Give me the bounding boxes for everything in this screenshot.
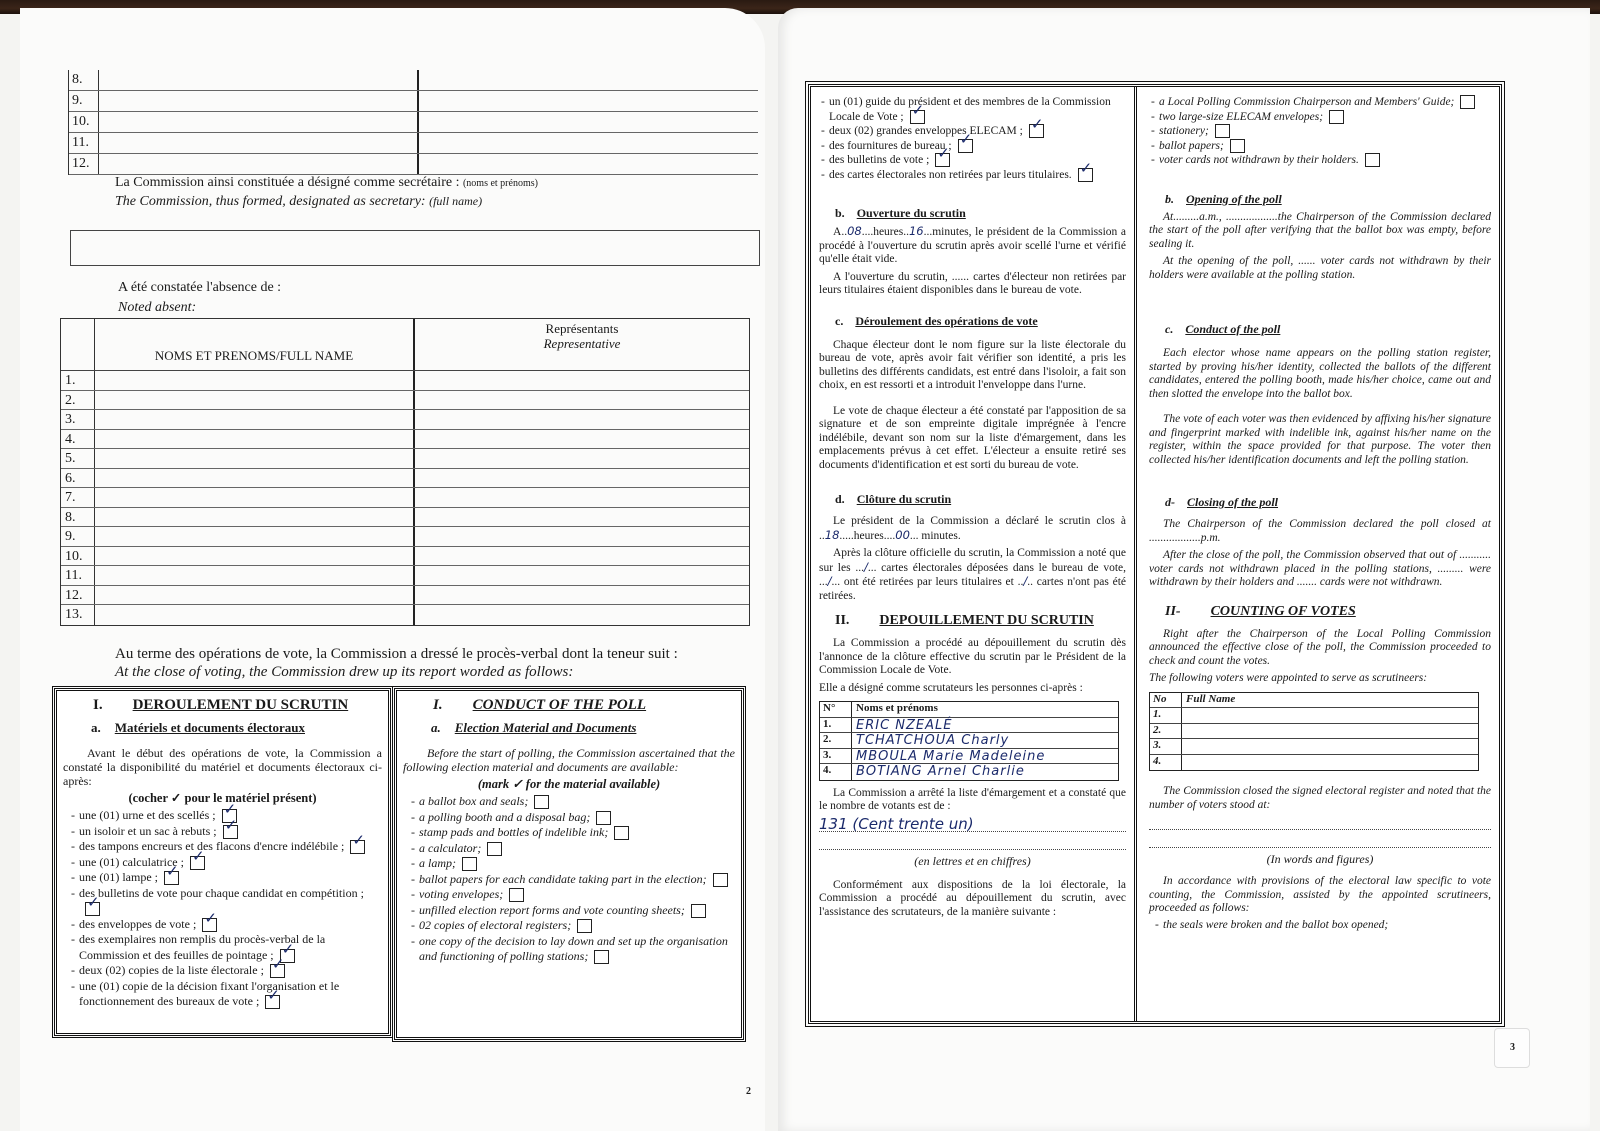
representative-cell[interactable] <box>415 371 749 390</box>
subsection-heading: c. Déroulement des opérations de vote <box>835 313 1038 328</box>
section-conduct-fr <box>54 688 391 1036</box>
counting-paragraph-4: In accordance with provisions of the electoral law specific to vote counting, the Commission, assisted by the appointed scrutineers, proceeded as follows: <box>1149 875 1491 914</box>
members-table-continued <box>68 70 758 175</box>
name-cell[interactable] <box>95 508 415 527</box>
scrutineer-name-field[interactable] <box>1182 755 1478 771</box>
checklist-item: - des bulletins de vote ;✓ <box>821 153 1126 168</box>
checklist-item: - a ballot box and seals; <box>411 794 735 810</box>
table-row: 3. MBOULA Marie Madeleine <box>820 749 1118 765</box>
report-column-fr <box>811 87 1137 1021</box>
table-row: 9. <box>69 91 758 112</box>
instruction-text: (mark ✓ for the material available) <box>477 777 661 791</box>
table-row: 8. <box>61 508 749 528</box>
name-cell[interactable] <box>95 488 415 507</box>
checklist-item: - 02 copies of electoral registers; <box>411 918 735 934</box>
subsection-heading: a. Matériels et documents électoraux <box>91 720 305 735</box>
report-intro-en: At the close of voting, the Commission drew up its report worded as follows: <box>115 664 574 680</box>
signature-cell[interactable] <box>419 133 758 153</box>
table-row: 3. <box>61 410 749 430</box>
checklist-item: - deux (02) copies de la liste électorale ;✓ <box>71 963 382 979</box>
voters-count-field[interactable]: 131 (Cent trente un) <box>819 818 1126 832</box>
checklist-item: - stamp pads and bottles of indelible ink; <box>411 825 735 841</box>
name-cell[interactable] <box>95 391 415 410</box>
section-heading: II- COUNTING OF VOTES <box>1165 603 1356 619</box>
conduct-paragraph-2: The vote of each voter was then evidenced by affixing his/her signature and fingerprint marked with indelible ink, against his/her name on the register, within the space provided for that purpose. The voter then collected his/her identification documents and left the polling station. <box>1149 413 1491 466</box>
representative-cell[interactable] <box>415 605 749 625</box>
counting-step: - the seals were broken and the ballot box opened; <box>1155 918 1491 934</box>
representative-cell[interactable] <box>415 430 749 449</box>
checklist-item: - des enveloppes de vote ;✓ <box>71 917 382 933</box>
representative-cell[interactable] <box>415 547 749 566</box>
checkbox[interactable] <box>1230 139 1245 153</box>
counting-paragraph-2: Elle a désigné comme scrutateurs les personnes ci-après : <box>819 681 1083 694</box>
opening-hours-field[interactable]: 08 <box>847 224 862 238</box>
intro-paragraph: Before the start of polling, the Commission ascertained that the following election material and documents are available: <box>403 746 735 774</box>
table-row: 4. <box>1150 755 1478 771</box>
checkbox[interactable] <box>487 842 502 856</box>
page-right <box>778 8 1590 1131</box>
representative-cell[interactable] <box>415 508 749 527</box>
table-row: 8. <box>69 70 758 91</box>
name-cell[interactable] <box>99 91 419 111</box>
table-row: 5. <box>61 449 749 469</box>
name-cell[interactable] <box>95 586 415 605</box>
materials-checklist-fr-cont <box>819 95 1126 182</box>
representative-cell[interactable] <box>415 527 749 546</box>
page-left <box>20 8 765 1131</box>
absent-label-fr: A été constatée l'absence de : <box>118 280 282 295</box>
table-row: 1. <box>1150 708 1478 724</box>
scrutineer-name-field[interactable] <box>1182 724 1478 739</box>
name-cell[interactable] <box>95 527 415 546</box>
page-number: 3 <box>1510 1042 1515 1053</box>
checkbox-checked[interactable] <box>350 840 365 854</box>
counting-paragraph-1: La Commission a procédé au dépouillement du scrutin dès l'annonce de la clôture effective du scrutin par le Président de la Commission Locale de Vote. <box>819 637 1126 676</box>
subsection-heading: d. Clôture du scrutin <box>835 492 952 506</box>
section-heading: I. DEROULEMENT DU SCRUTIN <box>93 697 349 713</box>
cards-deposited-field[interactable]: / <box>863 559 868 574</box>
report-column-en <box>1141 87 1499 1021</box>
checklist-item: - un isoloir et un sac à rebuts ;✓ <box>71 824 382 840</box>
table-row: 13. <box>61 605 749 625</box>
opening-paragraph: A..08....heures..16...minutes, le président de la Commission a procédé à l'ouverture du scrutin après avoir scellé l'urne et vérifié qu'elle était vide. <box>819 224 1126 265</box>
intro-paragraph: Avant le début des opérations de vote, la Commission a constaté la disponibilité du matériel et documents électoraux ci-après: <box>63 746 382 788</box>
name-cell[interactable] <box>95 430 415 449</box>
table-row: 12. <box>69 154 758 175</box>
scrutineer-name-field[interactable]: MBOULA Marie Madeleine <box>856 748 1046 764</box>
checkbox-checked[interactable] <box>223 825 238 839</box>
name-cell[interactable] <box>99 133 419 153</box>
checkbox-checked[interactable] <box>958 139 973 153</box>
checkbox[interactable] <box>596 811 611 825</box>
opening-minutes-field[interactable]: 16 <box>908 224 924 238</box>
table-row: 2. <box>61 391 749 411</box>
name-cell[interactable] <box>95 566 415 585</box>
checkbox[interactable] <box>534 795 549 809</box>
counting-paragraph-4: Conformément aux dispositions de la loi électorale, la Commission a procédé au dépouillement du scrutin, avec l'assistance des scrutateurs, de la manière suivante : <box>819 878 1126 918</box>
cards-not-withdrawn-field[interactable]: / <box>1023 574 1028 588</box>
checkbox-checked[interactable] <box>1078 168 1093 182</box>
name-cell[interactable] <box>95 371 415 390</box>
checklist-item: - des fournitures de bureau ;✓ <box>821 139 1126 154</box>
table-row: 11. <box>69 133 758 154</box>
words-figures-note: (In words and figures) <box>1266 852 1374 866</box>
closing-cards-paragraph: Après la clôture officielle du scrutin, la Commission a noté que sur les .../... cartes électorales déposées dans le bureau de vote, .../... ont été retirées par leurs titulaires et ../.. cartes n'ont pas été retirées. <box>819 547 1127 602</box>
closing-cards-paragraph: After the close of the poll, the Commission observed that out of ........... voter cards not withdrawn placed in the polling stations, ......... were withdrawn by their holders and ....... cards were not withdrawn. <box>1149 549 1491 588</box>
table-row: 9. <box>61 527 749 547</box>
signature-cell[interactable] <box>419 112 758 132</box>
opening-cards-paragraph: At the opening of the poll, ...... voter cards not withdrawn by their holders were available at the polling station. <box>1149 255 1491 281</box>
table-header <box>61 319 749 371</box>
name-cell[interactable] <box>95 469 415 488</box>
table-row: 6. <box>61 469 749 489</box>
checklist-item: - un (01) guide du président et des membres de la Commission Locale de Vote ;✓ <box>821 95 1126 124</box>
signature-cell[interactable] <box>419 70 758 90</box>
materials-checklist-fr <box>63 808 382 1010</box>
checklist-item: - des tampons encreurs et des flacons d'encre indélébile ;✓ <box>71 839 382 855</box>
checkbox[interactable] <box>691 904 706 918</box>
subsection-heading: a. Election Material and Documents <box>431 720 637 735</box>
voters-count-field-line-2[interactable] <box>1149 834 1491 848</box>
checklist-item: - a calculator; <box>411 841 735 857</box>
counting-paragraph-1: Right after the Chairperson of the Local Polling Commission announced the effective close of the poll, the Commission proceeded to check and count the votes. <box>1149 627 1491 667</box>
table-row: 7. <box>61 488 749 508</box>
checklist-item: - des exemplaires non remplis du procès-verbal de la Commission et des feuilles de pointage ;✓ <box>71 932 382 963</box>
checkbox-checked[interactable] <box>190 856 205 870</box>
scrutineer-name-field[interactable] <box>1182 739 1478 754</box>
checklist-item: - voter cards not withdrawn by their holders. <box>1151 153 1491 168</box>
column-header-name: NOMS ET PRENOMS/FULL NAME <box>95 319 415 370</box>
section-heading: II. DEPOUILLEMENT DU SCRUTIN <box>835 613 1094 628</box>
counting-paragraph-3: The Commission closed the signed electoral register and noted that the number of voters stood at: <box>1149 785 1491 811</box>
scrutineer-name-field[interactable]: BOTIANG Arnel Charlie <box>856 764 1025 779</box>
table-row: 4. BOTIANG Arnel Charlie <box>820 764 1118 780</box>
checklist-item: - ballot papers for each candidate taking part in the election; <box>411 872 735 888</box>
opening-paragraph: At.........a.m., ..................the Chairperson of the Commission declared the start of the poll after verifying that the ballot box was empty, before sealing it. <box>1149 210 1491 250</box>
conduct-paragraph-1: Chaque électeur dont le nom figure sur la liste électorale du bureau de vote, après avoir fait vérifier son identité, a pris les bulletins des différents candidats, est entré dans l'isoloir, a fait son choix, en est ressorti et a introduit l'enveloppe dans l'urne. <box>819 338 1126 391</box>
table-row: 3. <box>1150 739 1478 755</box>
column-header-representative: Représentants Representative <box>543 321 621 351</box>
closing-hours-field[interactable]: 18 <box>824 527 840 542</box>
checklist-item: - a Local Polling Commission Chairperson and Members' Guide; <box>1151 95 1491 110</box>
name-cell[interactable] <box>99 154 419 174</box>
table-row: 10. <box>69 112 758 133</box>
checkbox[interactable] <box>713 873 728 887</box>
table-row: 4. <box>61 430 749 450</box>
counting-paragraph-2: The following voters were appointed to serve as scrutineers: <box>1149 672 1428 684</box>
name-cell[interactable] <box>99 70 419 90</box>
checklist-item: - voting envelopes; <box>411 887 735 903</box>
materials-checklist-en <box>403 794 735 965</box>
counting-steps <box>1149 918 1491 934</box>
checkbox-checked[interactable] <box>935 153 950 167</box>
checkbox[interactable] <box>1460 95 1475 109</box>
table-row: 11. <box>61 566 749 586</box>
checklist-item: - une (01) copie de la décision fixant l'organisation et le fonctionnement des bureaux de vote ;✓ <box>71 979 382 1010</box>
closing-minutes-field[interactable]: 00 <box>895 527 910 542</box>
name-cell[interactable] <box>95 449 415 468</box>
opening-cards-paragraph: A l'ouverture du scrutin, ...... cartes d'électeur non retirées par leurs titulaires étaient disponibles dans le bureau de vote. <box>819 270 1126 296</box>
absent-table <box>60 318 750 626</box>
checklist-item: - a lamp; <box>411 856 735 872</box>
checklist-item: - des bulletins de vote pour chaque candidat en compétition ;✓ <box>71 886 382 917</box>
representative-cell[interactable] <box>415 449 749 468</box>
section-conduct-en <box>394 688 744 1040</box>
secretary-name-field[interactable] <box>70 230 760 266</box>
checklist-item: - two large-size ELECAM envelopes; <box>1151 110 1491 125</box>
report-frame <box>808 84 1502 1024</box>
subsection-heading: b. Ouverture du scrutin <box>835 206 966 220</box>
subsection-heading: b. Opening of the poll <box>1165 191 1282 206</box>
representative-cell[interactable] <box>415 566 749 585</box>
name-cell[interactable] <box>95 547 415 566</box>
scrutineer-name-field[interactable] <box>1182 708 1478 723</box>
subsection-heading: c. Conduct of the poll <box>1165 322 1281 336</box>
representative-cell[interactable] <box>415 586 749 605</box>
table-row: 12. <box>61 586 749 606</box>
checkbox-checked[interactable] <box>1029 124 1044 138</box>
table-row: 10. <box>61 547 749 567</box>
voters-count-field-line-2[interactable] <box>819 836 1126 850</box>
signature-cell[interactable] <box>419 154 758 174</box>
table-row: 2. <box>1150 724 1478 740</box>
checklist-item: - deux (02) grandes enveloppes ELECAM ;✓ <box>821 124 1126 139</box>
table-header: No Full Name <box>1150 693 1478 709</box>
representative-cell[interactable] <box>415 488 749 507</box>
checkbox-checked[interactable] <box>270 964 285 978</box>
checkbox-checked[interactable] <box>85 902 100 916</box>
checklist-item: - des cartes électorales non retirées par leurs titulaires.✓ <box>821 168 1126 183</box>
words-figures-note: (en lettres et en chiffres) <box>914 853 1031 868</box>
representative-cell[interactable] <box>415 469 749 488</box>
scrutineers-table-en <box>1149 692 1479 772</box>
table-row: 1. <box>61 371 749 391</box>
secretary-label-fr: La Commission ainsi constituée a désigné comme secrétaire : (noms et prénoms) <box>115 175 538 190</box>
counting-paragraph-3: La Commission a arrêté la liste d'émargement et a constaté que le nombre de votants est de : <box>819 786 1126 812</box>
name-cell[interactable] <box>95 410 415 429</box>
representative-cell[interactable] <box>415 410 749 429</box>
table-row: 2. TCHATCHOUA Charly <box>820 733 1118 749</box>
materials-checklist-en-cont <box>1149 95 1491 168</box>
closing-paragraph: The Chairperson of the Commission declared the poll closed at ..................p.m. <box>1149 518 1491 544</box>
page-number: 2 <box>746 1086 751 1097</box>
checkbox[interactable] <box>462 857 477 871</box>
checklist-item: - one copy of the decision to lay down and set up the organisation and functioning of polling stations; <box>411 934 735 965</box>
checkbox[interactable] <box>594 950 609 964</box>
section-heading: I. CONDUCT OF THE POLL <box>433 697 647 713</box>
checkbox-checked[interactable] <box>910 110 925 124</box>
name-cell[interactable] <box>99 112 419 132</box>
report-intro-fr: Au terme des opérations de vote, la Commission a dressé le procès-verbal dont la teneur suit : <box>115 646 678 662</box>
checklist-item: - a polling booth and a disposal bag; <box>411 810 735 826</box>
scrutineers-table-fr <box>819 701 1119 781</box>
instruction-text: (cocher ✓ pour le matériel présent) <box>128 791 317 805</box>
checkbox[interactable] <box>1215 124 1230 138</box>
conduct-paragraph-2: Le vote de chaque électeur a été constaté par l'apposition de sa signature et de son empreinte digitale imprégnée à l'encre indélébile, devant son nom sur la liste d'émargement, dans les emplacements prévus à cet effet. L'électeur a ensuite retiré ses documents d'identification et est sorti du bureau de vote. <box>819 404 1126 471</box>
checklist-item: - une (01) calculatrice ;✓ <box>71 855 382 871</box>
representative-cell[interactable] <box>415 391 749 410</box>
scrutineer-name-field[interactable]: TCHATCHOUA Charly <box>856 733 1010 748</box>
checklist-item: - ballot papers; <box>1151 139 1491 154</box>
checkbox[interactable] <box>614 826 629 840</box>
checklist-item: - stationery; <box>1151 124 1491 139</box>
absent-label-en: Noted absent: <box>118 300 197 315</box>
checklist-item: - une (01) lampe ;✓ <box>71 870 382 886</box>
scrutineer-name-field[interactable]: ERIC NZEALÉ <box>856 717 953 733</box>
table-header: N° Noms et prénoms <box>820 702 1118 718</box>
checkbox-checked[interactable] <box>265 995 280 1009</box>
checkbox[interactable] <box>1365 153 1380 167</box>
voters-count-field[interactable] <box>1149 816 1491 830</box>
checklist-item: - unfilled election report forms and vote counting sheets; <box>411 903 735 919</box>
signature-cell[interactable] <box>419 91 758 111</box>
closing-paragraph: Le président de la Commission a déclaré le scrutin clos à ..18.....heures....00... minutes. <box>819 515 1126 542</box>
checkbox-checked[interactable] <box>164 871 179 885</box>
table-row: 1. ERIC NZEALÉ <box>820 718 1118 734</box>
checkbox-checked[interactable] <box>202 918 217 932</box>
name-cell[interactable] <box>95 605 415 625</box>
subsection-heading: d- Closing of the poll <box>1165 495 1279 509</box>
checkbox[interactable] <box>577 919 592 933</box>
secretary-label-en: The Commission, thus formed, designated as secretary: (full name) <box>115 194 483 209</box>
cards-withdrawn-field[interactable]: / <box>827 574 832 588</box>
checklist-item: - une (01) urne et des scellés ;✓ <box>71 808 382 824</box>
checkbox[interactable] <box>509 888 524 902</box>
conduct-paragraph-1: Each elector whose name appears on the polling station register, started by proving his/her identity, collected the ballots of the different candidates, entered the polling booth, made his/her choice, came out and then slotted the envelope into the ballot box. <box>1149 347 1491 400</box>
checkbox[interactable] <box>1329 110 1344 124</box>
